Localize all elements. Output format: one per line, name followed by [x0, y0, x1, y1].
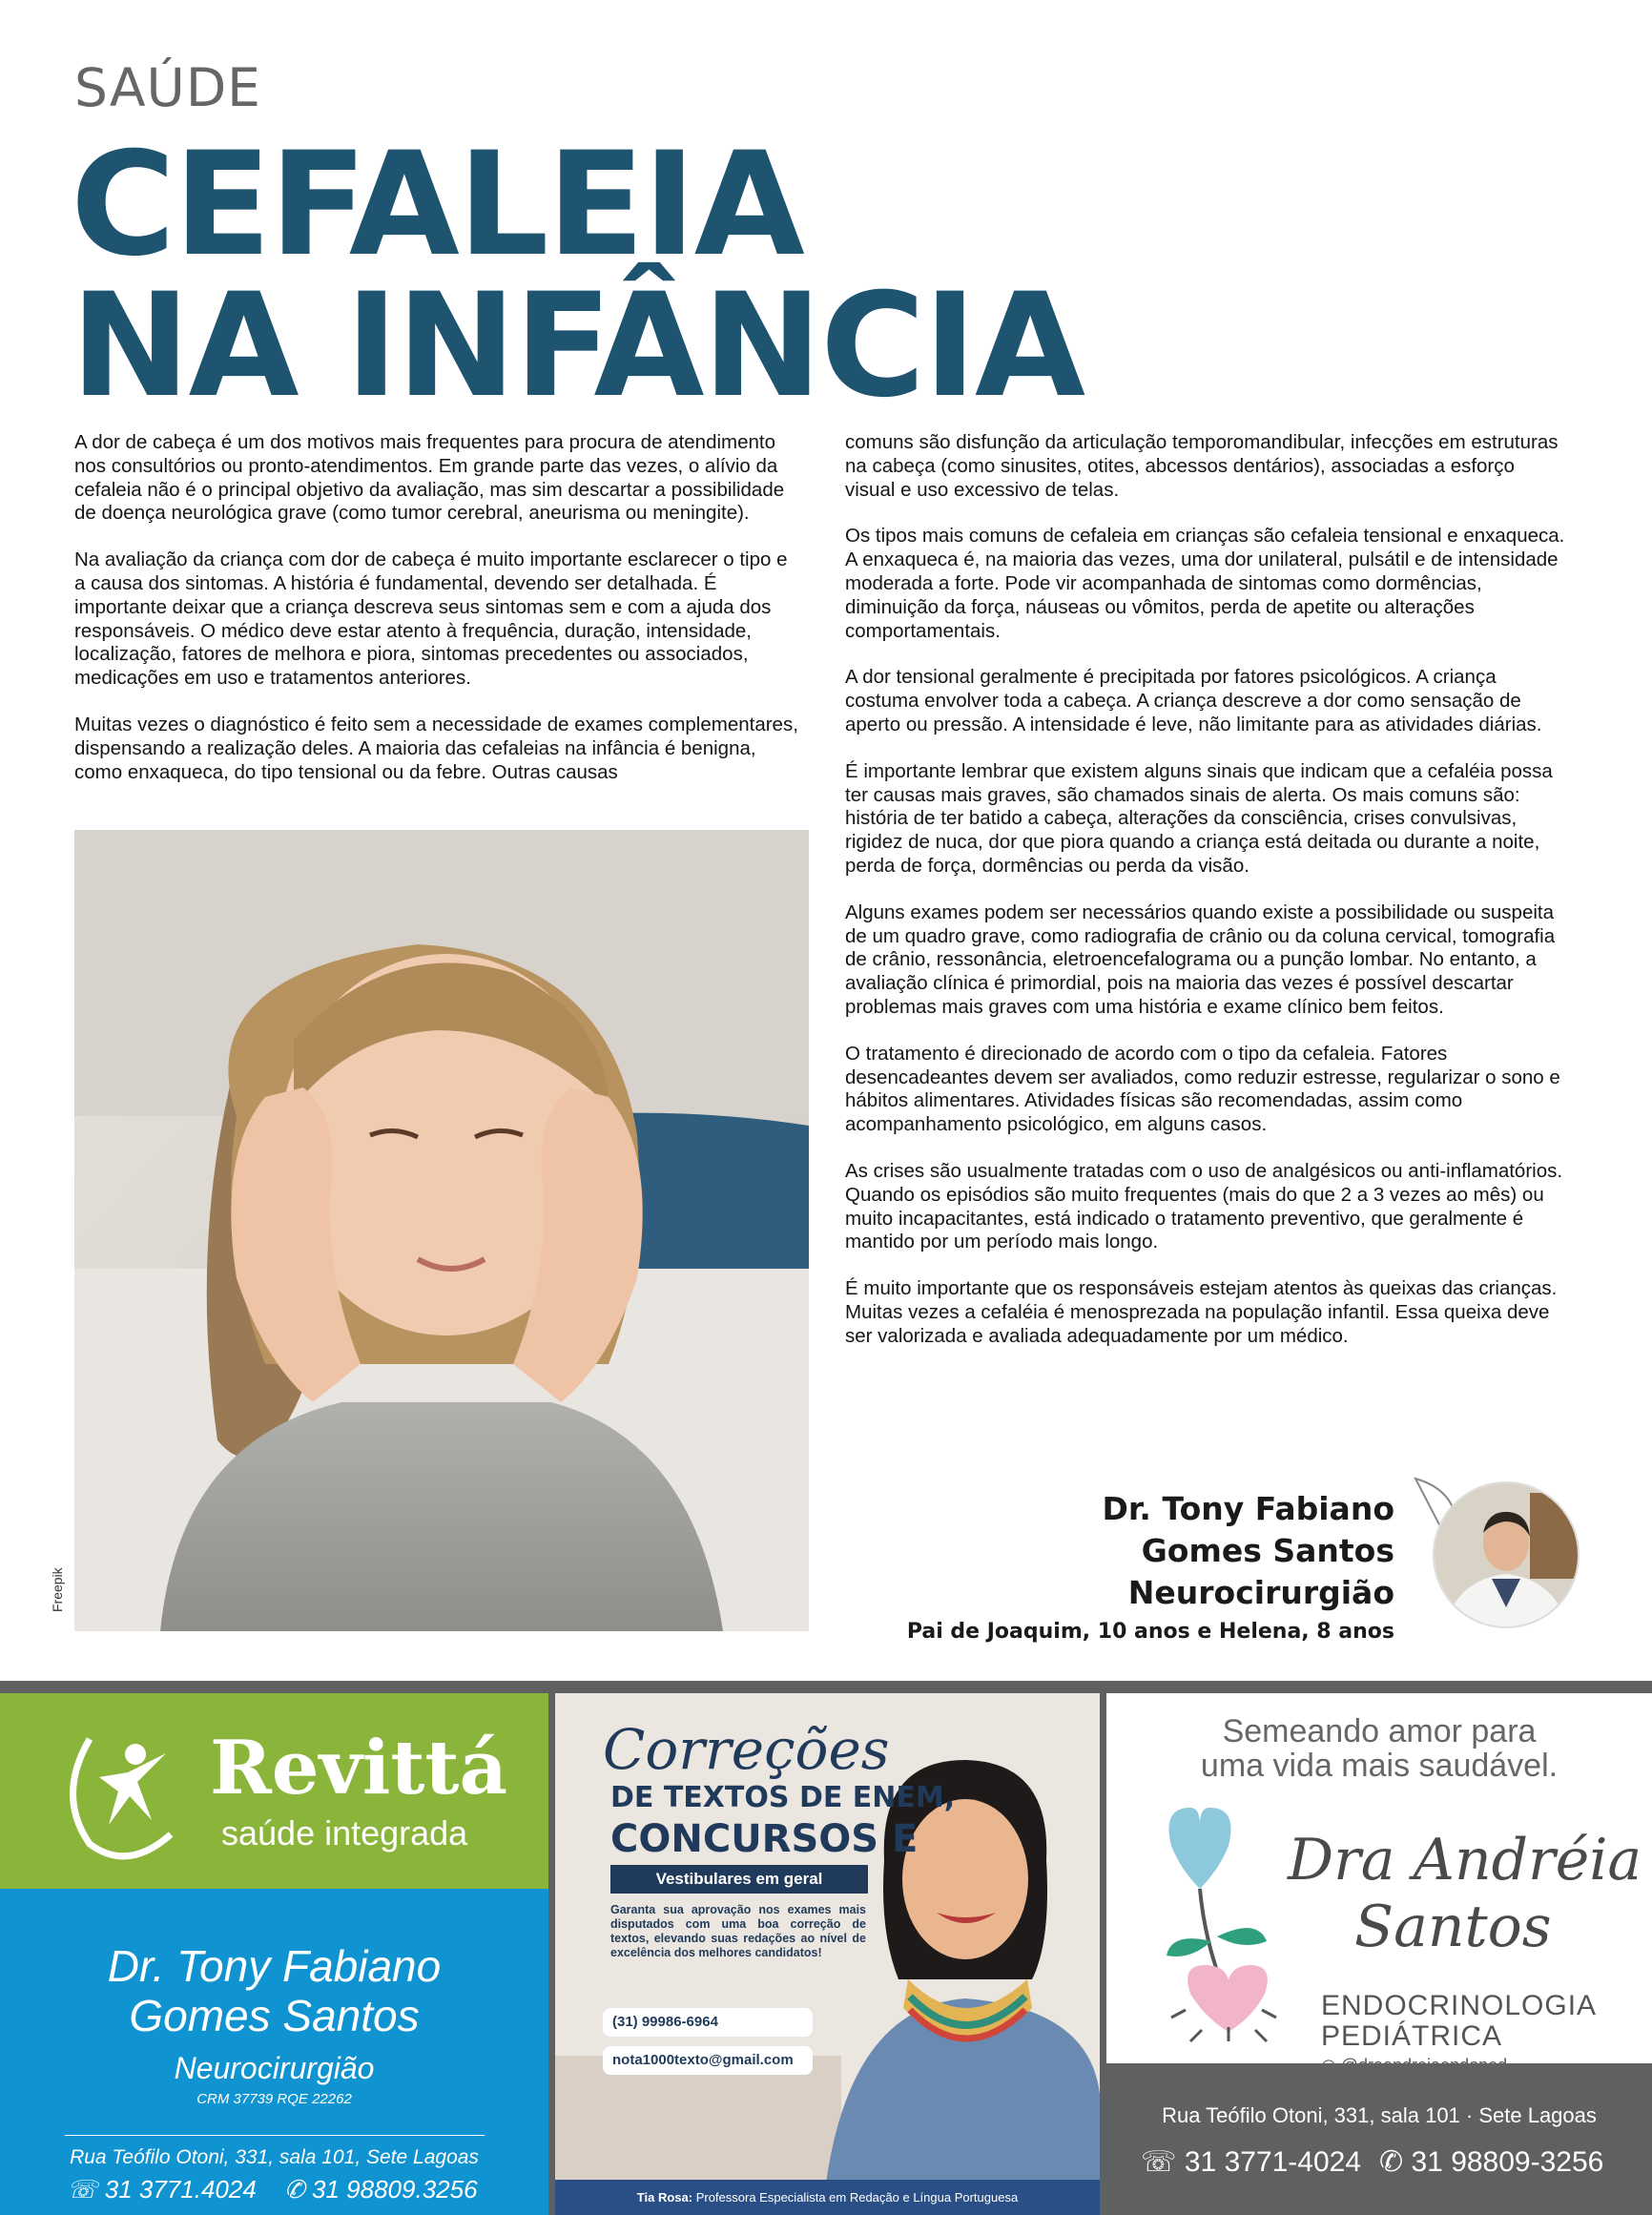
ad-correcoes[interactable]: [555, 1693, 1100, 2215]
ad-revitta[interactable]: [0, 1693, 548, 2215]
revitta-phone-2[interactable]: [284, 2175, 478, 2205]
headline-line-2: NA INFÂNCIA: [71, 263, 1084, 429]
author-name-line-1: Dr. Tony Fabiano: [1102, 1490, 1394, 1527]
andreia-phone-1[interactable]: [1141, 2145, 1361, 2179]
article-paragraph: Muitas vezes o diagnóstico é feito sem a necessidade de exames complementares, dispensando a realização deles. A maioria das cefaleias na infância é benigna, como enxaqueca, do tipo tensional ou da febre. Outras causas: [74, 713, 798, 783]
andreia-phone-1-number: 31 3771-4024: [1184, 2146, 1362, 2178]
author-portrait: [1433, 1481, 1580, 1628]
correcoes-pitch: Garanta sua aprovação nos exames mais disputados com uma boa correção de textos, elevando suas redações ao nível de excelência dos melhores candidatos!: [610, 1903, 866, 1959]
andreia-script-1: Dra Andréia: [1288, 1827, 1642, 1894]
andreia-slogan-1: Semeando amor para: [1222, 1713, 1537, 1749]
revitta-phone-1[interactable]: [67, 2175, 257, 2205]
article-column-right: [845, 431, 1570, 1372]
correcoes-footer: [555, 2180, 1100, 2215]
revitta-doctor-name-2: Gomes Santos: [129, 1991, 420, 2040]
correcoes-script-title: Correções: [603, 1717, 890, 1782]
article-paragraph: É muito importante que os responsáveis estejam atentos às queixas das crianças. Muitas vezes a cefaléia é menosprezada na população infantil. Essa queixa deve ser valorizada e avaliada adequadamente por um médico.: [845, 1277, 1558, 1347]
article-paragraph: comuns são disfunção da articulação temporomandibular, infecções em estruturas na cabeça (como sinusites, otites, abcessos dentários), associadas a esforço visual e uso excessivo de telas.: [845, 431, 1559, 501]
revitta-address: Rua Teófilo Otoni, 331, sala 101, Sete Lagoas: [70, 2146, 479, 2168]
revitta-doctor-name-1: Dr. Tony Fabiano: [107, 1941, 442, 1991]
correcoes-title-1: DE TEXTOS DE ENEM,: [610, 1781, 956, 1814]
author-specialty: Neurocirurgião: [1127, 1574, 1394, 1611]
section-label: SAÚDE: [74, 57, 261, 118]
article-paragraph: As crises são usualmente tratadas com o uso de analgésicos ou anti-inflamatórios. Quando os episódios são muito frequentes (mais do que 2 a 3 vezes ao mês) ou muito incapacitantes, está indicado o tratamento preventivo, que geralmente é mantido por um período mais longo.: [845, 1159, 1563, 1253]
phone-icon: ☏: [1141, 2146, 1177, 2178]
andreia-address: Rua Teófilo Otoni, 331, sala 101 · Sete Lagoas: [1162, 2103, 1597, 2127]
andreia-phone-2[interactable]: [1379, 2145, 1603, 2179]
correcoes-band: Vestibulares em geral: [610, 1865, 868, 1894]
andreia-specialty-2: PEDIÁTRICA: [1321, 2020, 1503, 2052]
author-signature: [907, 1488, 1394, 1648]
correcoes-title-2: CONCURSOS E: [610, 1817, 919, 1861]
article-paragraph: Os tipos mais comuns de cefaleia em crianças são cefaleia tensional e enxaqueca. A enxaqueca é, na maioria das vezes, uma dor unilateral, pulsátil e de intensidade moderada a forte. Pode vir acompanhada de sintomas como dormências, diminuição da força, náuseas ou vômitos, perda de apetite ou alterações comportamentais.: [845, 525, 1565, 642]
author-name-line-2: Gomes Santos: [1141, 1532, 1394, 1569]
andreia-phone-2-number: 31 98809-3256: [1411, 2146, 1604, 2178]
andreia-script-2: Santos: [1354, 1894, 1552, 1960]
article-paragraph: É importante lembrar que existem alguns sinais que indicam que a cefaléia possa ter causas mais graves, são chamados sinais de alerta. Os mais comuns são: história de ter batido a cabeça, alterações da consciência, crises convulsivas, rigidez de nuca, dor que piora quando a criança está deitada ou durante a noite, perda de força, dormências ou perda da visão.: [845, 759, 1553, 877]
article-paragraph: Na avaliação da criança com dor de cabeça é muito importante esclarecer o tipo e a causa dos sintomas. A história é fundamental, devendo ser detalhada. É importante deixar que a criança descreva seus sintomas sem e com a ajuda dos responsáveis. O médico deve estar atento à frequência, duração, intensidade, localização, fatores de melhora e piora, sintomas precedentes ou associados, medicações em uso e tratamentos anteriores.: [74, 549, 788, 690]
phone-icon: ☏: [67, 2175, 98, 2204]
revitta-brand: Revittá: [210, 1725, 507, 1811]
child-headache-photo: [74, 830, 809, 1631]
author-subtitle: Pai de Joaquim, 10 anos e Helena, 8 anos: [906, 1620, 1394, 1644]
revitta-phone-2-number: 31 98809.3256: [312, 2175, 478, 2204]
article-column-left: [74, 431, 799, 807]
revitta-phone-1-number: 31 3771.4024: [104, 2175, 257, 2204]
correcoes-email[interactable]: nota1000texto@gmail.com: [603, 2046, 813, 2075]
revitta-crm: CRM 37739 RQE 22262: [196, 2091, 352, 2107]
whatsapp-icon: ✆: [284, 2175, 305, 2204]
ad-revitta-body: [0, 1889, 548, 2215]
ad-andreia[interactable]: [1106, 1693, 1652, 2215]
revitta-divider: [65, 2135, 485, 2136]
article-paragraph: A dor de cabeça é um dos motivos mais frequentes para procura de atendimento nos consultórios ou pronto-atendimentos. Em grande parte das vezes, o alívio da cefaleia não é o principal objetivo da avaliação, mas sim descartar a possibilidade de doença neurológica grave (como tumor cerebral, aneurisma ou meningite).: [74, 431, 785, 525]
revitta-logo-icon: [61, 1720, 195, 1863]
ad-andreia-footer: [1106, 2063, 1652, 2215]
whatsapp-icon: ✆: [1379, 2146, 1404, 2178]
article-paragraph: O tratamento é direcionado de acordo com o tipo da cefaleia. Fatores desencadeantes devem ser avaliados, como reduzir estresse, regularizar o sono e hábitos alimentares. Atividades físicas são recomendadas, assim como acompanhamento psicológico, em alguns casos.: [845, 1042, 1560, 1136]
revitta-specialty: Neurocirurgião: [174, 2051, 375, 2085]
ad-revitta-header: [0, 1693, 548, 1889]
article-paragraph: A dor tensional geralmente é precipitada por fatores psicológicos. A criança costuma envolver toda a cabeça. A criança descreve a dor como sensação de aperto ou pressão. A intensidade é leve, não limitante para as atividades diárias.: [845, 666, 1542, 735]
photo-credit: Freepik: [50, 1567, 65, 1612]
headline-line-1: CEFALEIA: [71, 122, 803, 288]
correcoes-footer-text: Professora Especialista em Redação e Língua Portuguesa: [695, 2190, 1019, 2205]
correcoes-footer-name: Tia Rosa:: [636, 2190, 693, 2205]
andreia-specialty-1: ENDOCRINOLOGIA: [1321, 1990, 1598, 2021]
revitta-tagline: saúde integrada: [221, 1813, 468, 1853]
heart-plant-logo-icon: [1152, 1798, 1295, 2046]
article-paragraph: Alguns exames podem ser necessários quando existe a possibilidade ou suspeita de um quadro grave, como radiografia de crânio ou da coluna cervical, tomografia de crânio, ressonância, eletroencefalograma ou a punção lombar. No entanto, a avaliação clínica é primordial, pois na maioria das vezes é possível descartar problemas mais graves com uma história e exame clínico bem feitos.: [845, 900, 1556, 1018]
andreia-slogan-2: uma vida mais saudável.: [1200, 1748, 1559, 1784]
correcoes-phone[interactable]: (31) 99986-6964: [603, 2008, 813, 2037]
